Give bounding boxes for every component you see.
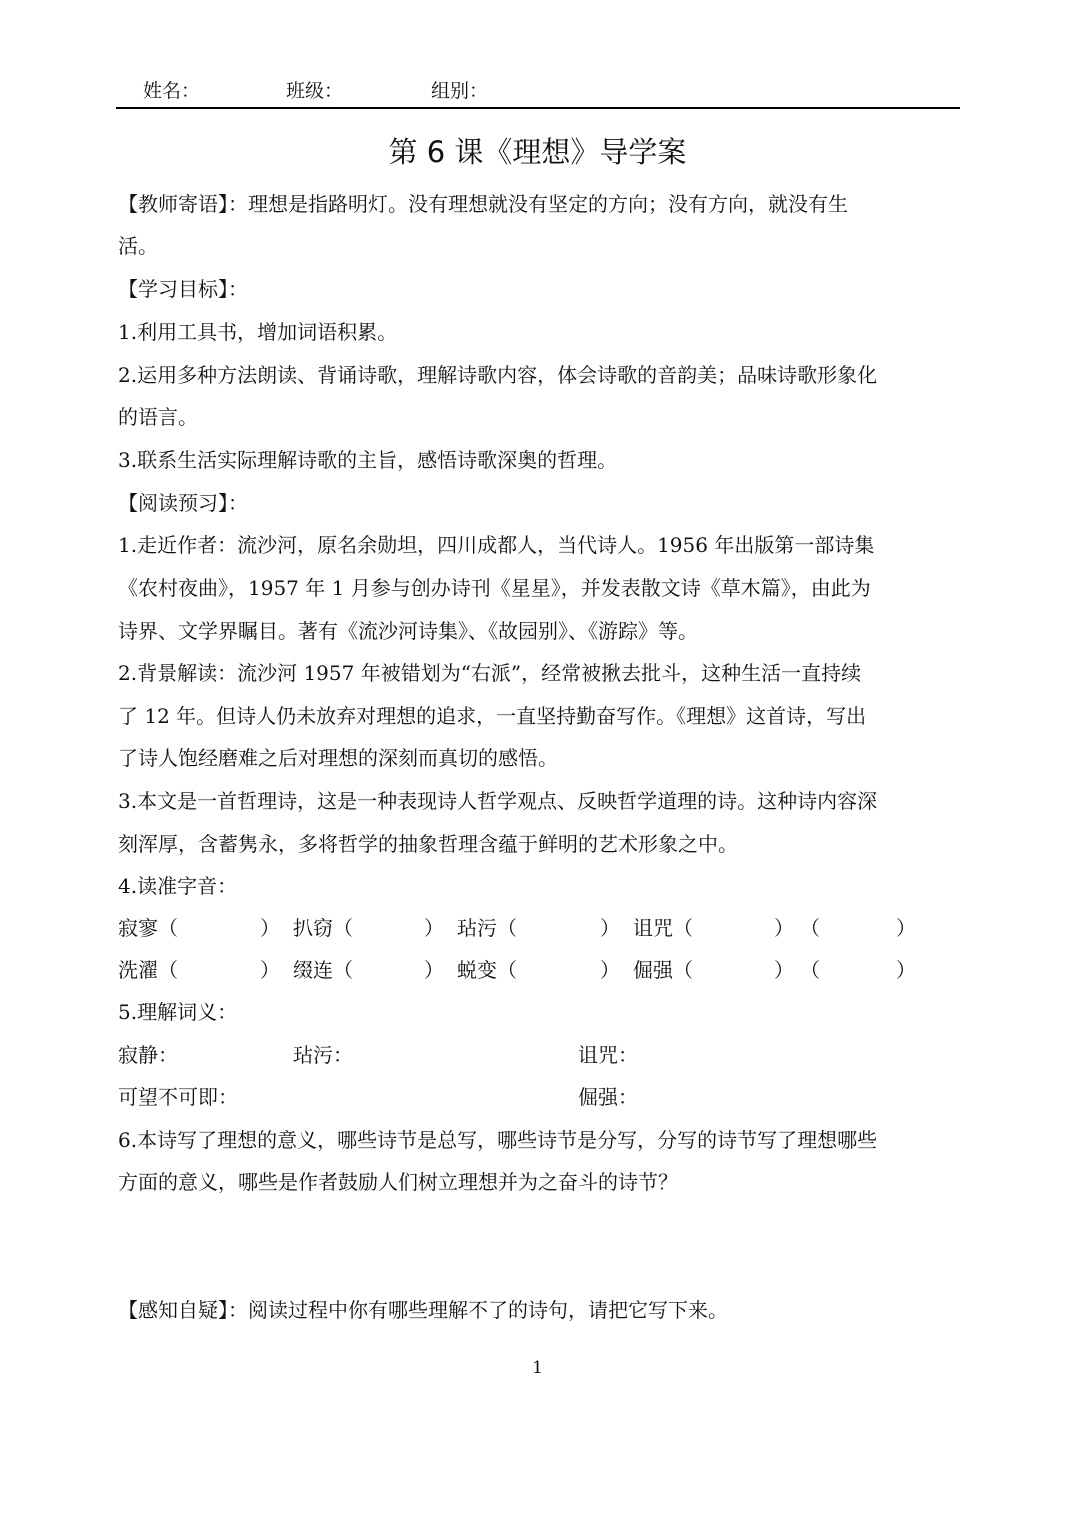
preview-6-line-1: 6.本诗写了理想的意义，哪些诗节是总写，哪些诗节是分写，分写的诗节写了理想哪些 [118,1128,878,1152]
vocab-item: 可望不可即： [118,1085,238,1109]
preview-5-heading: 5.理解词义： [118,1000,238,1024]
pron-blank-close[interactable]: ） [896,916,916,940]
teacher-message-line-1: 【教师寄语】：理想是指路明灯。没有理想就没有坚定的方向；没有方向，就没有生 [118,192,848,216]
pron-blank-close[interactable]: ） [600,916,620,940]
preview-6-line-2: 方面的意义，哪些是作者鼓励人们树立理想并为之奋斗的诗节？ [118,1170,678,1194]
goal-1: 1.利用工具书，增加词语积累。 [118,320,398,344]
pron-blank-close[interactable]: ） [260,958,280,982]
preview-2-line-2: 了 12 年。但诗人仍未放弃对理想的追求，一直坚持勤奋写作。《理想》这首诗，写出 [118,704,867,728]
preview-2-line-1: 2.背景解读：流沙河 1957 年被错划为“右派”，经常被揪去批斗，这种生活一直持续 [118,661,862,685]
vocab-item: 诅咒： [578,1043,638,1067]
pron-blank-close[interactable]: ） [424,958,444,982]
vocab-item: 倔强： [578,1085,638,1109]
class-label: 班级： [286,80,344,102]
page-number: 1 [532,1358,543,1378]
pron-blank-close[interactable]: ） [896,958,916,982]
page-title: 第 6 课《理想》导学案 [388,135,687,169]
pron-word: 缀连（ [293,958,353,982]
pron-blank-open[interactable]: （ [800,916,820,940]
preview-2-line-3: 了诗人饱经磨难之后对理想的深刻而真切的感悟。 [118,746,558,770]
pron-word: 扒窃（ [293,916,353,940]
teacher-message-line-2: 活。 [118,234,158,258]
preview-1-line-3: 诗界、文学界瞩目。著有《流沙河诗集》、《故园别》、《游踪》等。 [118,619,698,643]
group-label: 组别： [431,80,489,102]
vocab-item: 寂静： [118,1043,178,1067]
pron-word: 诅咒（ [633,916,693,940]
name-label: 姓名： [143,80,201,102]
header-divider [116,107,960,109]
goal-2-line-1: 2.运用多种方法朗读、背诵诗歌，理解诗歌内容，体会诗歌的音韵美；品味诗歌形象化 [118,363,878,387]
pron-word: 洗濯（ [118,958,178,982]
pron-word: 玷污（ [457,916,517,940]
goal-2-line-2: 的语言。 [118,405,198,429]
preview-3-line-2: 刻浑厚，含蓄隽永，多将哲学的抽象哲理含蕴于鲜明的艺术形象之中。 [118,832,738,856]
preview-1-line-2: 《农村夜曲》，1957 年 1 月参与创办诗刊《星星》，并发表散文诗《草木篇》，由此为 [118,576,871,600]
pron-blank-close[interactable]: ） [424,916,444,940]
goals-heading: 【学习目标】： [118,277,248,301]
preview-1-line-1: 1.走近作者：流沙河，原名余勋坦，四川成都人，当代诗人。1956 年出版第一部诗集 [118,533,875,557]
preview-3-line-1: 3.本文是一首哲理诗，这是一种表现诗人哲学观点、反映哲学道理的诗。这种诗内容深 [118,789,878,813]
preview-heading: 【阅读预习】： [118,491,248,515]
vocab-item: 玷污： [293,1043,353,1067]
pron-blank-close[interactable]: ） [774,916,794,940]
pron-blank-close[interactable]: ） [600,958,620,982]
pron-word: 倔强（ [633,958,693,982]
pron-blank-close[interactable]: ） [774,958,794,982]
pron-blank-close[interactable]: ） [260,916,280,940]
pron-word: 寂寥（ [118,916,178,940]
pron-word: 蜕变（ [457,958,517,982]
self-question: 【感知自疑】：阅读过程中你有哪些理解不了的诗句，请把它写下来。 [118,1298,728,1322]
goal-3: 3.联系生活实际理解诗歌的主旨，感悟诗歌深奥的哲理。 [118,448,618,472]
preview-4-heading: 4.读准字音： [118,874,238,898]
pron-blank-open[interactable]: （ [800,958,820,982]
